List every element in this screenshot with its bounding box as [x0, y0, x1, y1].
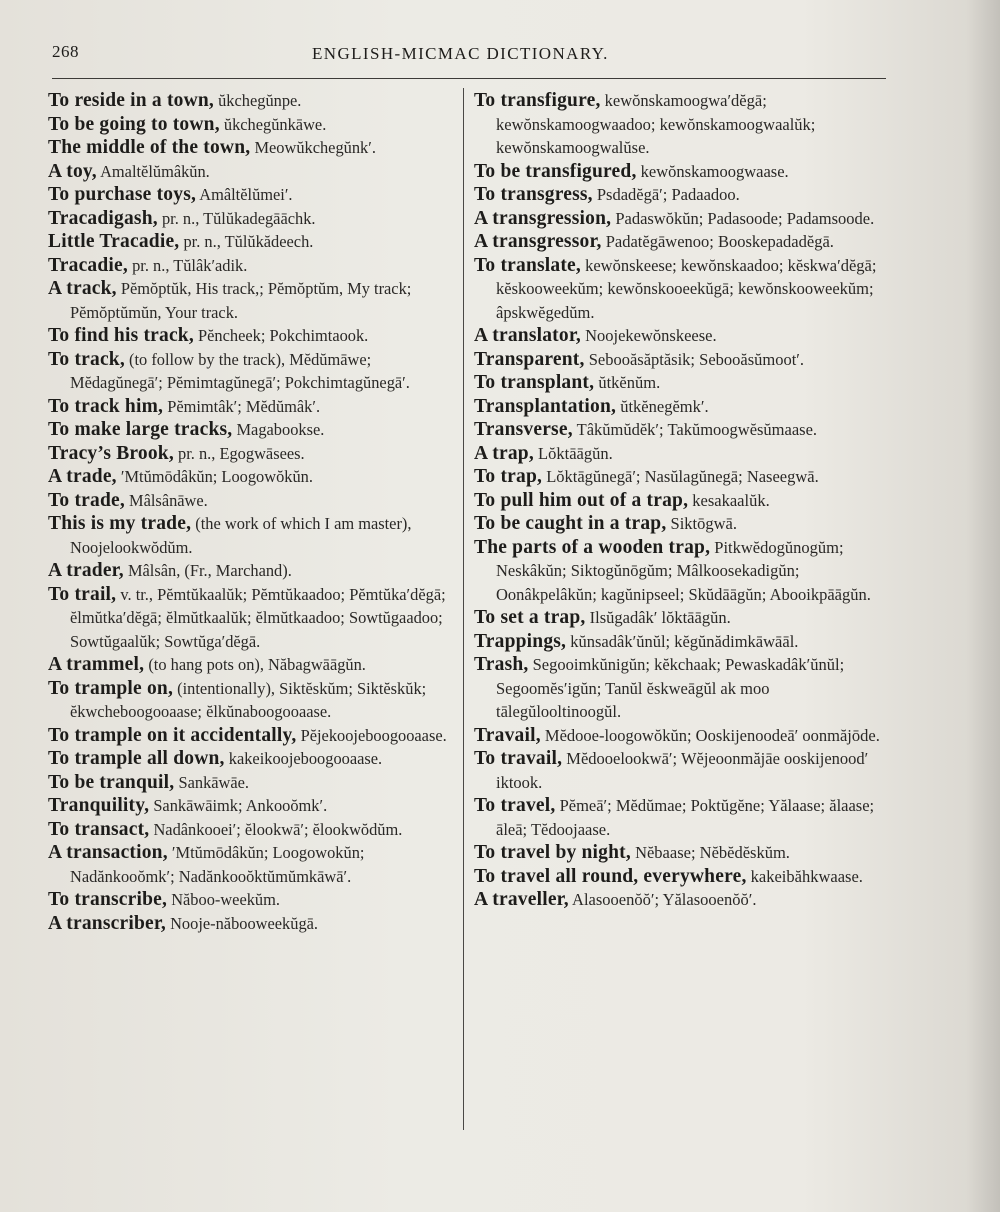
entry-definition: Pĕmŏptŭk, His track,; Pĕmŏptŭm, My track; Pĕmŏptŭmŭn, Your track.: [70, 279, 412, 322]
entry-definition: kewŏnskamoogwaase.: [640, 161, 789, 181]
entry-definition: Nadânkooei′; ĕlookwā′; ĕlookwŏdŭm.: [153, 819, 403, 839]
dictionary-entry: [474, 348, 894, 372]
entry-definition: Magabookse.: [236, 420, 325, 439]
running-head: [0, 40, 1000, 70]
entry-definition: Sankāwāimk; Ankooŏmk′.: [153, 796, 328, 815]
entry-definition: Mâlsân, (Fr., Marchand).: [127, 561, 292, 580]
dictionary-entry: [474, 442, 894, 466]
dictionary-entry: [48, 277, 456, 324]
entry-definition: pr. n., Tŭlŭkadegāāchk.: [161, 208, 316, 228]
entry-headword: A trade,: [48, 466, 117, 487]
entry-definition: Sebooăsăptăsik; Sebooăsŭmoot′.: [588, 349, 805, 369]
entry-headword: To transgress,: [474, 184, 593, 205]
entry-headword: Travail,: [474, 724, 541, 746]
entry-headword: To trade,: [48, 489, 125, 511]
entry-headword: To translate,: [474, 254, 581, 276]
entry-definition: Mĕdooelookwā′; Wĕjeoonmăjāe ooskijenood′ iktook.: [496, 749, 869, 792]
entry-headword: A traveller,: [474, 889, 569, 910]
entry-definition: Tâkŭmŭdĕk′; Takŭmoogwĕsŭmaase.: [576, 420, 818, 439]
entry-headword: To transact,: [48, 818, 150, 840]
entry-definition: (to follow by the track), Mĕdŭmāwe; Mĕdagŭnegā′; Pĕmimtagŭnegā′; Pokchimtagŭnegā′.: [70, 349, 410, 392]
entry-headword: To be going to town,: [48, 113, 220, 135]
dictionary-entry: [48, 912, 456, 936]
entry-headword: A trammel,: [48, 654, 145, 675]
entry-headword: To trap,: [474, 466, 543, 487]
dictionary-entry: [474, 888, 894, 912]
dictionary-entry: [48, 418, 456, 442]
entry-headword: Little Tracadie,: [48, 231, 180, 252]
entry-definition: Padatĕgāwenoo; Booskepadadĕgā.: [605, 232, 834, 251]
dictionary-entry: [48, 160, 456, 184]
dictionary-entry: [48, 465, 456, 489]
dictionary-entry: [474, 183, 894, 207]
entry-headword: Transplantation,: [474, 395, 617, 417]
entry-headword: The parts of a wooden trap,: [474, 536, 711, 558]
entry-headword: A transaction,: [48, 842, 168, 863]
entry-headword: Tracadigash,: [48, 207, 158, 229]
entry-headword: Trappings,: [474, 630, 567, 652]
entry-definition: kewŏnskeese; kewŏnskaadoo; kĕskwa′dĕgā; kĕskooweekŭm; kewŏnskooeekŭgā; kewŏnskooweekŭm; âpskwĕgedŭm.: [496, 255, 877, 322]
entry-headword: To transfigure,: [474, 90, 601, 111]
dictionary-entry: [48, 771, 456, 795]
entry-definition: Meowŭkchegŭnk′.: [254, 138, 376, 157]
dictionary-entry: [48, 724, 456, 748]
page-number: 268: [52, 42, 79, 61]
entry-definition: kesakaalŭk.: [692, 490, 770, 510]
dictionary-entry: [474, 512, 894, 536]
entry-definition: kŭnsadâk′ŭnŭl; kĕgŭnădimkāwāāl.: [570, 631, 799, 651]
dictionary-entry: [48, 113, 456, 137]
entry-definition: pr. n., Egogwāsees.: [178, 443, 305, 463]
dictionary-entry: [48, 583, 456, 654]
dictionary-entry: [474, 606, 894, 630]
entry-headword: To transcribe,: [48, 889, 168, 910]
entry-definition: Amâltĕlŭmei′.: [199, 185, 293, 204]
entry-definition: v. tr., Pĕmtŭkaalŭk; Pĕmtŭkaadoo; Pĕmtŭka′dĕgā; ĕlmŭtka′dĕgā; ĕlmŭtkaalŭk; ĕlmŭtkaadoo; Sowtŭgaadoo; Sowtŭgaalŭk; Sowtŭga′dĕgā.: [70, 584, 446, 651]
entry-definition: kakeikoojeboogooaase.: [228, 749, 383, 768]
entry-headword: To set a trap,: [474, 607, 586, 628]
dictionary-entry: [474, 489, 894, 513]
entry-headword: A translator,: [474, 325, 581, 346]
dictionary-entry: [48, 559, 456, 583]
dictionary-entry: [48, 324, 456, 348]
entry-definition: ŭkchegŭnkāwe.: [223, 114, 327, 134]
dictionary-entry: [48, 348, 456, 395]
entry-headword: Tracadie,: [48, 254, 128, 276]
entry-headword: To trample all down,: [48, 748, 225, 769]
entry-definition: kakeibăhkwaase.: [750, 866, 863, 886]
entry-headword: This is my trade,: [48, 513, 192, 534]
entry-headword: A trap,: [474, 442, 534, 464]
dictionary-entry: [474, 724, 894, 748]
entry-headword: To travel,: [474, 795, 556, 816]
dictionary-entry: [474, 160, 894, 184]
entry-definition: Năboo-weekŭm.: [171, 890, 280, 909]
entry-definition: (the work of which I am master), Noojelookwŏdŭm.: [70, 514, 412, 557]
dictionary-entry: [48, 183, 456, 207]
dictionary-entry: [48, 653, 456, 677]
dictionary-entry: [474, 371, 894, 395]
entry-definition: Siktōgwā.: [670, 514, 738, 533]
entry-definition: Mĕdooe-loogowŏkŭn; Ooskijenoodeā′ oonmăjōde.: [544, 725, 880, 745]
entry-headword: A trader,: [48, 560, 124, 581]
entry-headword: To track,: [48, 348, 125, 370]
dictionary-entry: [48, 818, 456, 842]
entry-headword: To transplant,: [474, 372, 595, 393]
dictionary-entry: [48, 442, 456, 466]
entry-headword: To track him,: [48, 395, 164, 417]
entry-definition: (to hang pots on), Năbagwāāgŭn.: [148, 655, 366, 674]
entry-headword: To travel by night,: [474, 842, 631, 863]
entry-definition: ŭkchegŭnpe.: [218, 91, 302, 110]
entry-definition: Psdadĕgā′; Padaadoo.: [596, 185, 740, 204]
column-divider: [463, 88, 464, 1130]
entry-definition: Padaswŏkŭn; Padasoode; Padamsoode.: [615, 208, 875, 228]
entry-headword: Transparent,: [474, 348, 585, 370]
dictionary-entry: [474, 865, 894, 889]
dictionary-entry: [474, 418, 894, 442]
entry-headword: Transverse,: [474, 419, 573, 440]
entry-definition: ′Mtŭmōdâkŭn; Loogowŏkŭn.: [120, 467, 313, 486]
entry-definition: kewŏnskamoogwa′dĕgā; kewŏnskamoogwaadoo; kewŏnskamoogwaalŭk; kewŏnskamoogwalŭse.: [496, 91, 816, 157]
dictionary-entry: [474, 395, 894, 419]
entry-definition: ŭtkĕnegĕmk′.: [620, 396, 709, 416]
dictionary-entry: [48, 230, 456, 254]
entry-definition: Nĕbaase; Nĕbĕdĕskŭm.: [635, 843, 790, 862]
dictionary-entry: [48, 888, 456, 912]
entry-headword: To trample on it accidentally,: [48, 724, 297, 746]
dictionary-entry: [474, 630, 894, 654]
entry-headword: To travail,: [474, 748, 563, 769]
entry-definition: Amaltĕlŭmâkŭn.: [100, 161, 210, 181]
dictionary-entry: [474, 324, 894, 348]
dictionary-entry: [48, 136, 456, 160]
entry-definition: Pitkwĕdogŭnogŭm; Neskâkŭn; Siktogŭnōgŭm; Mâlkoosekadigŭn; Oonâkpelâkŭn; kagŭnipseel; Skŭdāāgŭn; Abooikpāāgŭn.: [496, 537, 871, 604]
entry-definition: pr. n., Tŭlŭkădeech.: [183, 232, 314, 251]
dictionary-entry: [48, 489, 456, 513]
entry-headword: To pull him out of a trap,: [474, 489, 689, 511]
dictionary-entry: [474, 465, 894, 489]
dictionary-entry: [48, 794, 456, 818]
dictionary-entry: [474, 254, 894, 325]
entry-definition: pr. n., Tŭlâk′adik.: [132, 255, 248, 275]
entry-headword: To find his track,: [48, 325, 194, 346]
dictionary-entry: [474, 230, 894, 254]
entry-definition: Pĕjekoojeboogooaase.: [300, 725, 447, 745]
spine-shadow: [966, 0, 1000, 1212]
dictionary-entry: [474, 841, 894, 865]
header-rule: [52, 78, 886, 79]
entry-headword: Tranquility,: [48, 795, 150, 816]
entry-definition: Mâlsânāwe.: [129, 490, 208, 510]
entry-definition: Pĕncheek; Pokchimtaook.: [198, 326, 369, 345]
entry-headword: To be transfigured,: [474, 160, 637, 182]
entry-definition: (intentionally), Siktĕskŭm; Siktĕskŭk; ĕkwcheboogooaase; ĕlkŭnaboogooaase.: [70, 678, 427, 721]
entry-definition: Lŏktāgŭnegā′; Nasŭlagŭnegā; Naseegwā.: [546, 467, 819, 486]
entry-headword: A transgressor,: [474, 231, 602, 252]
page-header-title: ENGLISH-MICMAC DICTIONARY.: [312, 44, 609, 63]
dictionary-entry: [48, 254, 456, 278]
dictionary-entry: [48, 512, 456, 559]
entry-headword: To trample on,: [48, 677, 174, 699]
entry-definition: Pĕmimtâk′; Mĕdŭmâk′.: [167, 396, 321, 416]
entry-definition: Sankāwāe.: [178, 772, 250, 792]
entry-definition: ′Mtŭmōdâkŭn; Loogowokŭn; Nadănkooŏmk′; Nadănkooŏktŭmŭmkāwā′.: [70, 843, 365, 886]
dictionary-entry: [474, 207, 894, 231]
entry-headword: To travel all round, everywhere,: [474, 865, 747, 887]
dictionary-entry: [474, 794, 894, 841]
entry-definition: Nooje-năbooweekŭgā.: [170, 913, 319, 933]
entry-headword: To make large tracks,: [48, 419, 233, 440]
entry-headword: A transcriber,: [48, 912, 166, 934]
entry-headword: To be caught in a trap,: [474, 513, 667, 534]
entry-headword: The middle of the town,: [48, 137, 251, 158]
dictionary-entry: [474, 89, 894, 160]
dictionary-entry: [474, 653, 894, 724]
dictionary-entry: [48, 207, 456, 231]
entry-headword: A transgression,: [474, 207, 612, 229]
entry-definition: Segooimkŭnigŭn; kĕkchaak; Pewaskadâk′ŭnŭl; Segoomĕs′igŭn; Tanŭl ĕskweāgŭl ak moo tālegŭlooltinoogŭl.: [496, 655, 845, 721]
entry-definition: Ilsŭgadâk′ lŏktāāgŭn.: [589, 608, 731, 627]
left-column: [48, 89, 456, 935]
dictionary-entry: [48, 89, 456, 113]
entry-headword: To reside in a town,: [48, 90, 214, 111]
entry-headword: A toy,: [48, 160, 97, 182]
entry-headword: Tracy’s Brook,: [48, 442, 174, 464]
entry-definition: Alasooenŏŏ′; Yălasooenŏŏ′.: [572, 890, 757, 909]
entry-headword: To trail,: [48, 583, 117, 605]
entry-definition: Lŏktāāgŭn.: [538, 443, 613, 463]
entry-headword: A track,: [48, 278, 117, 299]
dictionary-entry: [474, 747, 894, 794]
dictionary-entry: [48, 747, 456, 771]
dictionary-entry: [48, 677, 456, 724]
entry-headword: To purchase toys,: [48, 184, 197, 205]
entry-definition: Noojekewŏnskeese.: [585, 326, 717, 345]
entry-definition: Pĕmeā′; Mĕdŭmae; Poktŭgĕne; Yălaase; ălaase; āleā; Tĕdoojaase.: [496, 796, 875, 839]
dictionary-entry: [48, 395, 456, 419]
dictionary-entry: [474, 536, 894, 607]
dictionary-entry: [48, 841, 456, 888]
entry-headword: Trash,: [474, 654, 529, 675]
entry-headword: To be tranquil,: [48, 771, 175, 793]
entry-definition: ŭtkĕnŭm.: [598, 373, 661, 392]
right-column: [474, 89, 894, 912]
